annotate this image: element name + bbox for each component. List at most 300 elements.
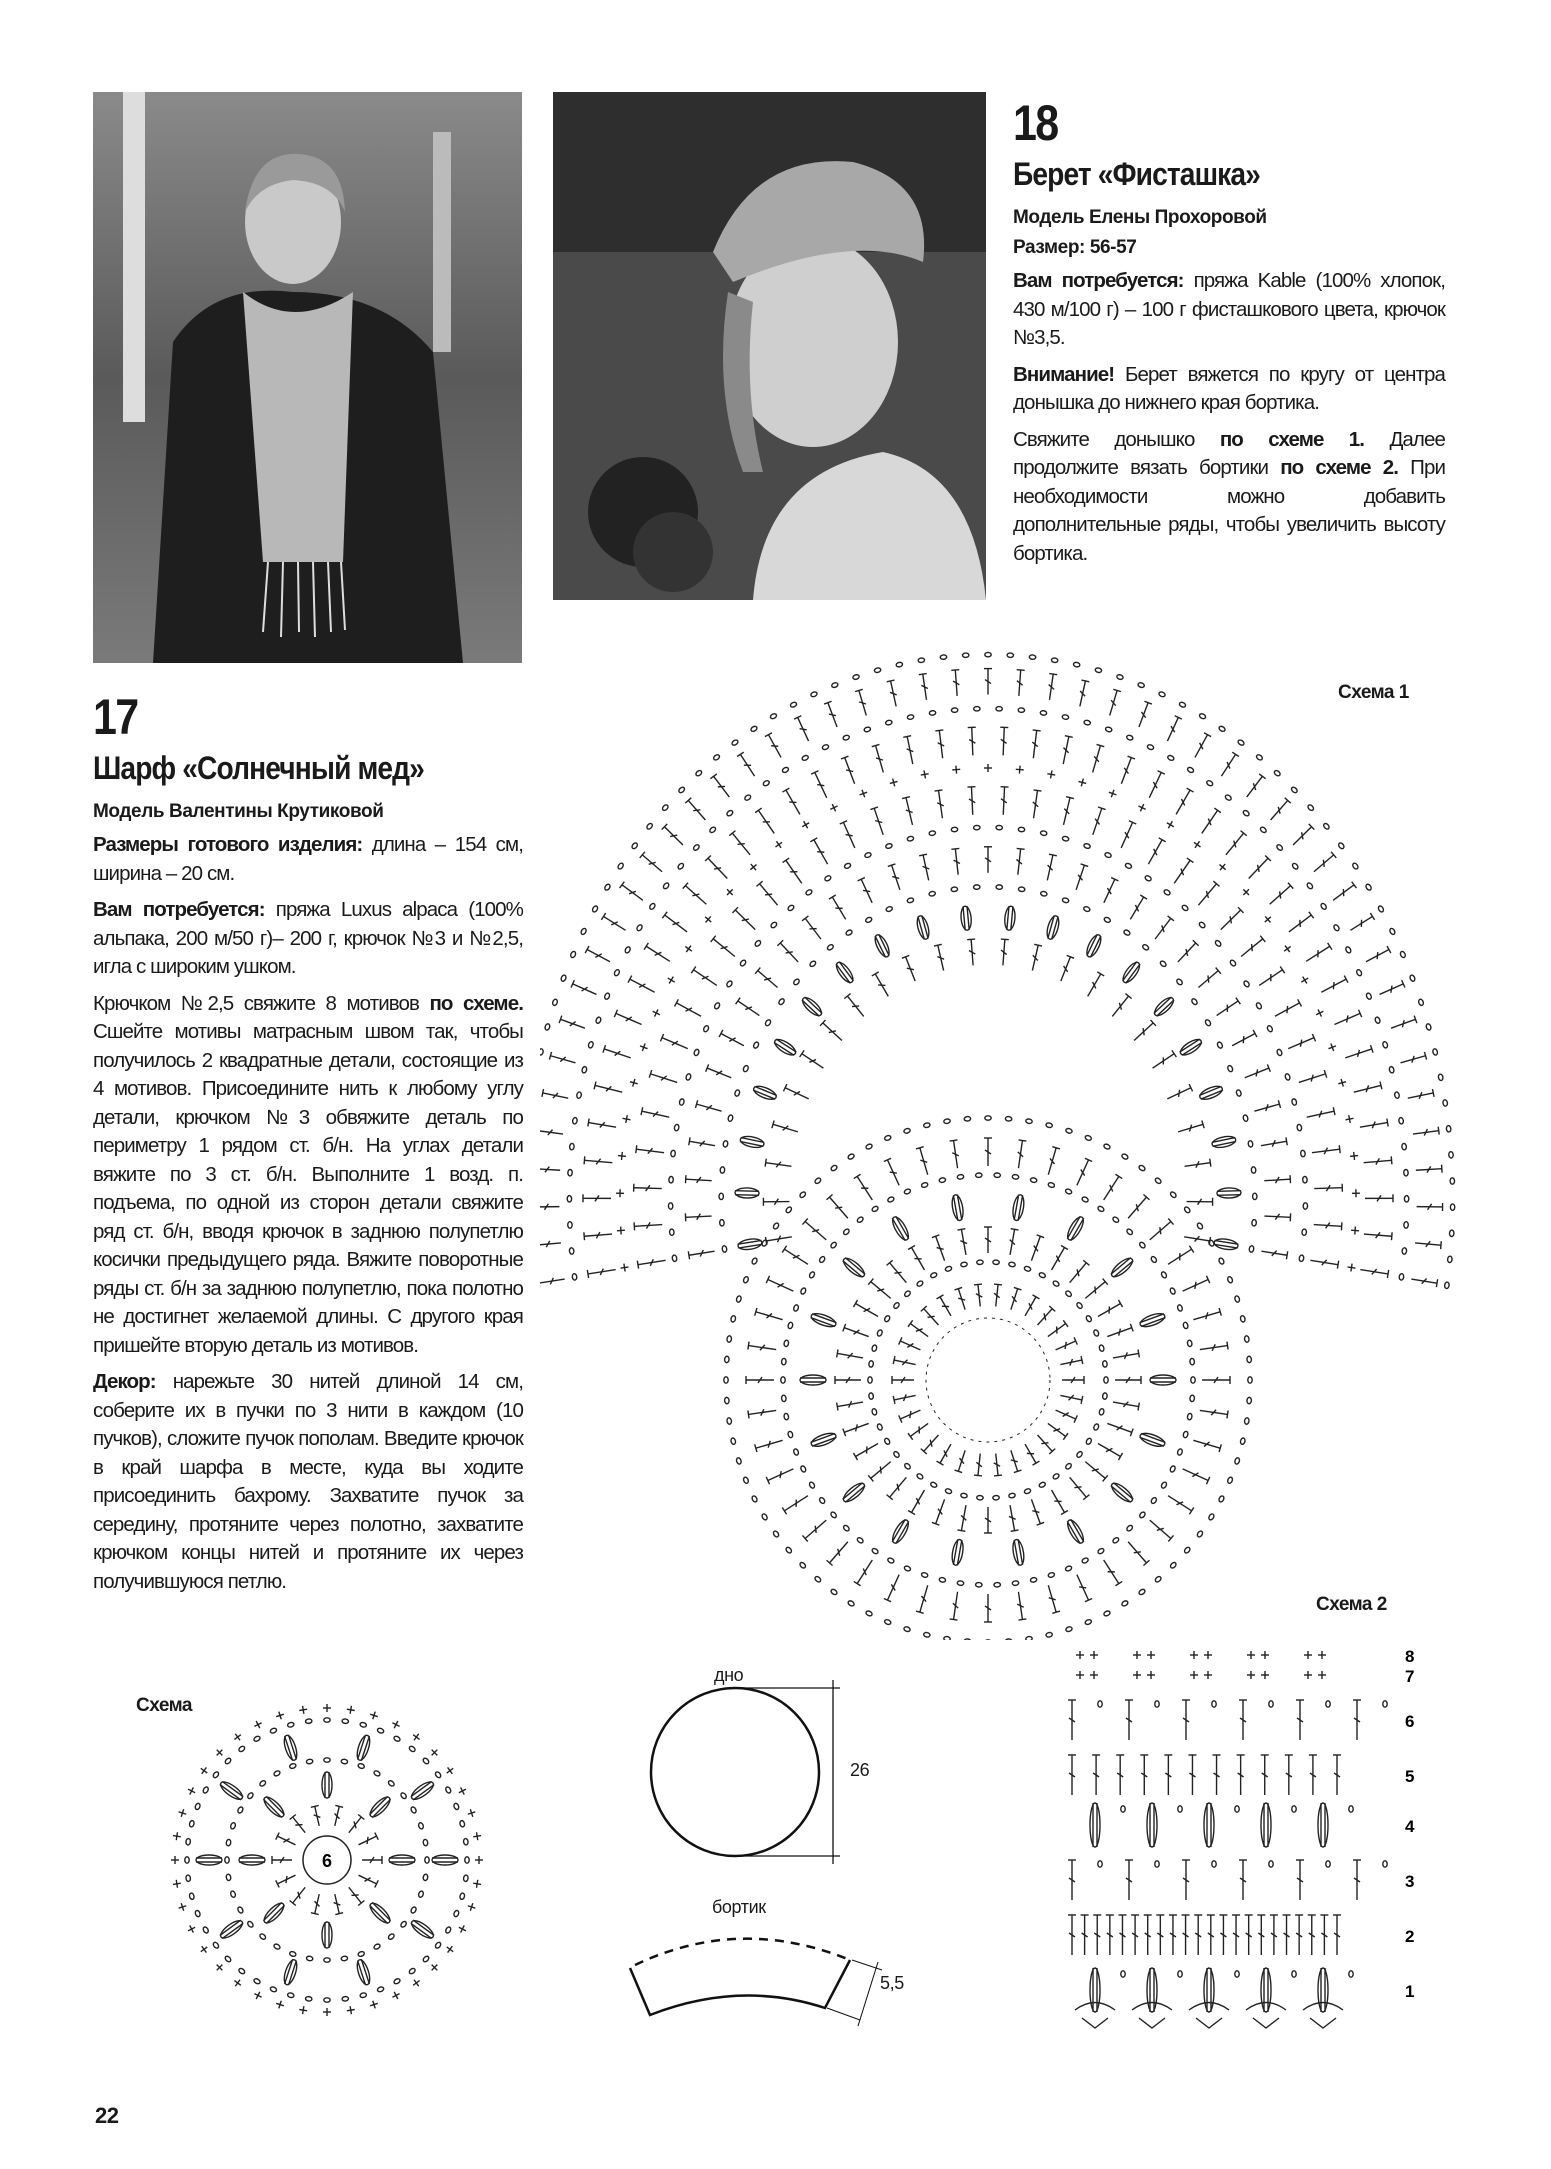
chain-stitch [560, 974, 567, 982]
chain-stitch [1097, 1547, 1105, 1554]
sc-stitch [475, 1856, 483, 1864]
dc-stitch [1007, 1287, 1021, 1310]
chain-mark [719, 1193, 723, 1199]
puff-mark [960, 906, 972, 931]
chain-mark [604, 992, 611, 1000]
chain-stitch [1081, 1557, 1089, 1564]
chain-mark [793, 978, 801, 986]
puff-mark [218, 1779, 245, 1802]
chain-mark [761, 1513, 768, 1521]
chain-stitch [1299, 1255, 1304, 1262]
dc-mark [1033, 1461, 1040, 1465]
chain-mark [672, 1255, 677, 1262]
chain-mark [1253, 1193, 1257, 1199]
puff-stitch [890, 1518, 912, 1546]
dc-stitch [1311, 1145, 1340, 1156]
sc-stitch [639, 1042, 649, 1052]
chain-stitch [1085, 1315, 1092, 1323]
chain-stitch [1139, 1241, 1147, 1249]
chain-mark [189, 1893, 195, 1900]
chain-mark [1065, 1290, 1073, 1298]
chain-mark [202, 1786, 209, 1794]
dc-stitch [331, 1805, 343, 1826]
dc-stitch [824, 701, 841, 728]
dc-mark [1082, 680, 1090, 682]
dc-stitch [932, 1235, 948, 1262]
chain-stitch [552, 999, 558, 1007]
chain-stitch [977, 1260, 984, 1265]
sc-stitch [171, 1856, 179, 1864]
chain-mark [727, 1336, 732, 1343]
dc-stitch [984, 1138, 992, 1166]
chain-mark [1252, 1219, 1257, 1226]
puff-stitch [1139, 1431, 1167, 1449]
chain-stitch [793, 978, 801, 986]
chain-stitch [377, 1986, 385, 1993]
chain-mark [393, 1735, 401, 1742]
dc-mark [1224, 1005, 1231, 1012]
chain-mark [305, 1719, 312, 1724]
dc-stitch [772, 1121, 799, 1136]
chain-stitch [1048, 1572, 1055, 1578]
dc-stitch [1264, 1212, 1290, 1221]
chain-stitch [1235, 1971, 1239, 1977]
dc-mark [611, 920, 618, 927]
sc-stitch [411, 1977, 422, 1988]
dc-stitch [937, 1295, 955, 1318]
dc-stitch [1044, 1584, 1060, 1613]
chain-mark [1236, 1089, 1242, 1097]
chain-mark [1121, 1806, 1125, 1812]
dc-mark [817, 849, 824, 855]
dc-stitch [1022, 1295, 1040, 1318]
sc-stitch [651, 1008, 662, 1019]
dc-stitch [1112, 1349, 1139, 1361]
chain-stitch [1084, 1135, 1092, 1142]
dc-mark [863, 888, 870, 894]
chain-mark [341, 1956, 348, 1961]
chain-mark [814, 1177, 822, 1185]
dc-mark [1337, 1261, 1338, 1269]
dc-stitch [951, 670, 961, 697]
dc-mark [1240, 1036, 1246, 1043]
sc-stitch [457, 1924, 468, 1935]
chain-stitch [1095, 667, 1102, 673]
chain-mark [781, 1358, 786, 1365]
sc-stitch [186, 1924, 197, 1935]
chain-mark [1030, 1577, 1037, 1583]
dc-stitch [587, 1266, 616, 1278]
chain-stitch [826, 944, 834, 951]
dc-mark [1063, 1320, 1068, 1326]
chain-mark [714, 1002, 721, 1010]
chain-stitch [400, 1920, 407, 1928]
dc-stitch [1239, 936, 1266, 960]
chain-mark [876, 1423, 883, 1431]
chain-stitch [903, 1626, 910, 1632]
sc-stitch [1304, 1651, 1312, 1659]
chain-stitch [1065, 1290, 1073, 1298]
chain-mark [1169, 1561, 1177, 1569]
chain-stitch [677, 862, 685, 870]
dc-stitch [1125, 1700, 1133, 1740]
chain-mark [186, 1875, 191, 1882]
chain-stitch [1240, 1315, 1246, 1322]
chain-stitch [408, 1967, 416, 1974]
puff-stitch [1120, 960, 1142, 985]
chain-mark [904, 1565, 912, 1572]
chain-mark [724, 1377, 728, 1383]
chain-mark [678, 786, 686, 794]
sc-stitch [724, 886, 735, 897]
chain-mark [674, 1124, 680, 1131]
dc-stitch [1199, 1406, 1228, 1418]
chain-mark [342, 1719, 349, 1724]
chain-mark [1103, 1610, 1111, 1617]
chain-mark [1048, 1182, 1055, 1188]
dc-stitch [571, 980, 598, 998]
chain-mark [692, 844, 700, 852]
dc-stitch [540, 1275, 565, 1287]
dc-stitch [837, 1349, 864, 1361]
sc-mark [303, 2006, 304, 2014]
dc-stitch [908, 1245, 928, 1272]
chain-stitch [724, 1356, 729, 1363]
dc-mark [702, 974, 709, 981]
dc-stitch [1182, 1915, 1190, 1955]
sc-stitch [618, 1152, 627, 1161]
chain-mark [1248, 1377, 1252, 1383]
dc-mark [974, 1284, 982, 1285]
chain-mark [1018, 887, 1025, 892]
chain-stitch [808, 1271, 815, 1279]
sc-stitch [622, 1114, 631, 1123]
chain-stitch [1154, 1575, 1162, 1583]
bottom-circle-outline [640, 1680, 870, 1870]
chain-mark [1177, 1304, 1183, 1312]
chain-stitch [876, 1423, 883, 1431]
chain-mark [939, 1177, 946, 1183]
chain-mark [800, 1465, 807, 1473]
dc-mark [1339, 1145, 1340, 1153]
dc-mark [1152, 849, 1159, 855]
chain-mark [1204, 1019, 1211, 1027]
chain-stitch [678, 786, 686, 794]
dc-mark [1189, 1507, 1193, 1514]
materials [1013, 267, 1445, 353]
chain-stitch [212, 1941, 219, 1949]
chain-stitch [916, 1473, 924, 1480]
chain-mark [1126, 734, 1134, 740]
dc-stitch [1411, 1275, 1438, 1287]
dc-mark [1017, 670, 1025, 671]
dc-stitch [820, 1020, 845, 1044]
chain-mark [753, 1041, 760, 1049]
chain-mark [1234, 1295, 1240, 1302]
chain-stitch [580, 928, 587, 936]
sc-stitch [232, 1731, 243, 1742]
chain-stitch [976, 1582, 983, 1587]
chain-stitch [1024, 1266, 1032, 1272]
chain-mark [1259, 826, 1267, 834]
chain-mark [1005, 1639, 1012, 1640]
chain-mark [572, 1117, 577, 1124]
chain-mark [669, 1229, 674, 1236]
dc-stitch [1173, 788, 1194, 816]
dc-stitch [1245, 1915, 1253, 1955]
sc-stitch [323, 2008, 331, 2016]
chain-stitch [1404, 1169, 1409, 1176]
dc-mark [1018, 1619, 1026, 1620]
dc-mark [908, 1433, 913, 1439]
chain-stitch [224, 1757, 232, 1765]
chain-mark [1081, 1557, 1089, 1564]
chain-mark [864, 726, 871, 732]
chain-stitch [871, 1344, 877, 1351]
dc-stitch [1145, 838, 1166, 866]
chain-mark [636, 924, 643, 932]
chain-stitch [830, 1164, 838, 1171]
puff-stitch [367, 1794, 392, 1819]
dc-stitch [640, 852, 665, 875]
dc-mark [829, 712, 836, 718]
chain-mark [1345, 946, 1352, 954]
chain-stitch [994, 1173, 1001, 1178]
chain-mark [289, 1951, 297, 1957]
chain-mark [790, 701, 798, 708]
dc-stitch [1140, 1755, 1148, 1795]
dc-mark [311, 1913, 319, 1915]
chain-mark [730, 1315, 736, 1322]
chain-stitch [1062, 836, 1069, 842]
dc-mark [1341, 1222, 1342, 1230]
puff-mark [1109, 1255, 1135, 1279]
dc-mark [935, 730, 943, 731]
chain-mark [1326, 1861, 1330, 1867]
sc-mark [447, 1947, 453, 1952]
bottom-dimension: 26 [850, 1760, 870, 1780]
instr-text: Сшейте мотивы матрасным швом так, чтобы получилось 2 квадратные детали, состоящие из 4 мотивов. Присоедините нить к любому углу детали, крючком №3 обвяжите деталь по периметру 1 рядом ст. б/н. На углах детали вяжите по 3 ст. б/н. Выполните 1 возд. п. подъема, по одной из сторон детали свяжите ряд ст. б/н, вводя крючок в заднюю полупетлю косички предыдущего ряда. Вяжите поворотные ряды ст. б/н за заднюю полупетлю, пока полотно не достигнет желаемой длины. С другого края пришейте вторую деталь из мотивов. [93, 1020, 523, 1357]
chain-stitch [1139, 1511, 1147, 1519]
chain-stitch [434, 1941, 441, 1949]
dc-mark [1034, 944, 1042, 946]
chain-stitch [844, 862, 852, 869]
sc-mark [1284, 947, 1291, 952]
dc-stitch [1309, 1755, 1317, 1795]
chain-stitch [604, 883, 611, 891]
chain-stitch [1409, 974, 1416, 982]
chain-stitch [1169, 1287, 1176, 1295]
chain-mark [1095, 667, 1102, 673]
chain-stitch [1062, 714, 1069, 720]
chain-mark [996, 706, 1003, 711]
chain-stitch [224, 1955, 232, 1963]
chain-mark [463, 1838, 468, 1845]
chain-stitch [624, 946, 631, 954]
dc-mark [1177, 1253, 1184, 1260]
chain-mark [770, 713, 778, 720]
chain-mark [1081, 1196, 1089, 1203]
chain-mark [736, 1295, 742, 1302]
puff-stitch [950, 1194, 964, 1221]
sc-stitch [299, 1705, 308, 1714]
chain-stitch [929, 710, 936, 715]
chain-mark [750, 725, 758, 732]
dc-mark [1192, 1471, 1198, 1478]
chain-mark [1442, 1099, 1447, 1106]
dc-stitch [1213, 1755, 1221, 1795]
dc-stitch [783, 1084, 810, 1102]
dc-mark [729, 1036, 735, 1043]
dc-mark [641, 1107, 643, 1115]
project-title: Берет «Фисташка» [1013, 156, 1260, 192]
chain-mark [1008, 1262, 1015, 1268]
sc-stitch [1318, 1651, 1326, 1659]
chain-stitch [727, 1417, 732, 1424]
chain-mark [226, 1839, 231, 1846]
chain-mark [818, 1497, 825, 1505]
dc-mark [636, 1145, 637, 1153]
chain-stitch [1292, 1806, 1296, 1812]
chain-stitch [662, 882, 669, 890]
bottom-circle [651, 1688, 819, 1856]
chain-mark [1235, 1806, 1239, 1812]
chain-mark [1098, 1701, 1102, 1707]
sc-mark [350, 2006, 351, 2014]
motif-center-label: 6 [321, 1851, 333, 1871]
chain-stitch [1103, 1143, 1111, 1150]
dc-stitch [559, 1016, 586, 1032]
chain-stitch [996, 706, 1003, 711]
dc-stitch [276, 1872, 297, 1888]
dc-mark [893, 1396, 895, 1404]
chain-stitch [568, 1169, 573, 1176]
dc-stitch [1399, 1052, 1426, 1067]
dc-stitch [1015, 670, 1025, 697]
dc-stitch [1182, 1700, 1190, 1740]
chain-stitch [1450, 1178, 1455, 1185]
puff-stitch [800, 1375, 826, 1385]
chain-mark [1418, 999, 1424, 1007]
chain-stitch [1208, 1513, 1215, 1521]
chain-stitch [930, 1272, 938, 1279]
dc-mark [595, 952, 601, 959]
dc-mark [1063, 1342, 1069, 1349]
chain-stitch [1169, 1191, 1177, 1199]
dc-stitch [1081, 1915, 1089, 1955]
dc-stitch [1348, 913, 1374, 934]
sc-stitch [177, 1902, 187, 1912]
sc-stitch [429, 1747, 440, 1758]
chain-mark [871, 1547, 879, 1554]
chain-mark [903, 1626, 910, 1632]
center-ring [926, 1318, 1050, 1442]
chain-mark [921, 1572, 928, 1578]
chain-stitch [1345, 946, 1352, 954]
chain-stitch [1284, 1073, 1290, 1080]
chain-stitch [1389, 1066, 1395, 1073]
chain-stitch [1248, 1140, 1253, 1147]
dc-mark [1123, 832, 1130, 838]
dc-stitch [755, 1436, 784, 1452]
chain-mark [736, 1457, 742, 1464]
chain-stitch [1432, 1048, 1438, 1055]
puff-mark [1318, 1968, 1328, 2012]
chain-mark [904, 1188, 912, 1195]
chain-stitch [1253, 1193, 1257, 1199]
instr-bold: по схеме 1. [1219, 427, 1365, 451]
chain-stitch [1323, 822, 1331, 830]
puff-stitch [196, 1855, 222, 1865]
chain-mark [1008, 1493, 1015, 1499]
chain-stitch [237, 1906, 244, 1914]
dc-stitch [1320, 1915, 1328, 1955]
chain-mark [1297, 1124, 1303, 1131]
chain-mark [730, 1438, 736, 1445]
chain-stitch [904, 1188, 912, 1195]
dc-stitch [1298, 1070, 1327, 1086]
chain-stitch [1183, 1431, 1189, 1438]
chain-stitch [831, 682, 838, 688]
chain-stitch [1248, 1377, 1252, 1383]
chain-mark [287, 1992, 294, 1998]
dc-stitch [902, 955, 919, 982]
dc-stitch [290, 1885, 309, 1906]
dc-mark [1027, 1450, 1034, 1456]
chain-mark [425, 1857, 429, 1863]
chain-stitch [305, 1719, 312, 1724]
chain-stitch [357, 1951, 365, 1957]
dc-stitch [827, 1539, 851, 1565]
chain-stitch [1048, 1182, 1055, 1188]
chain-stitch [1240, 1438, 1246, 1445]
chain-stitch [921, 1182, 928, 1188]
sc-stitch [1345, 1114, 1354, 1123]
chain-mark [238, 1967, 246, 1974]
dc-stitch [1363, 1156, 1392, 1166]
dc-mark [854, 1174, 861, 1178]
dc-stitch [999, 939, 1009, 966]
dc-stitch [311, 1893, 323, 1914]
chain-mark [793, 1448, 799, 1456]
dc-mark [601, 913, 605, 920]
chain-stitch [1065, 1565, 1073, 1572]
dc-mark [1391, 1156, 1392, 1164]
dc-stitch [794, 716, 812, 743]
dc-mark [1061, 1245, 1068, 1249]
dims-label: Размеры готового изделия: [93, 833, 363, 856]
chain-mark [994, 1582, 1001, 1587]
chain-mark [731, 739, 739, 746]
chain-stitch [1276, 844, 1284, 852]
chain-mark [1218, 1495, 1225, 1503]
chain-mark [964, 1116, 971, 1121]
chain-stitch [253, 1735, 261, 1742]
chain-stitch [1138, 1164, 1146, 1171]
dc-stitch [829, 895, 849, 921]
dc-stitch [766, 1276, 795, 1295]
sc-stitch [1314, 1008, 1325, 1019]
chain-stitch [744, 794, 752, 801]
author: Модель Валентины Крутиковой [93, 801, 384, 822]
dc-mark [817, 782, 824, 788]
dc-stitch [1306, 1107, 1335, 1121]
dc-stitch [974, 1453, 984, 1476]
chain-mark [661, 804, 669, 812]
chain-stitch [588, 1041, 594, 1048]
chain-mark [1365, 883, 1372, 891]
chain-stitch [736, 1295, 742, 1302]
